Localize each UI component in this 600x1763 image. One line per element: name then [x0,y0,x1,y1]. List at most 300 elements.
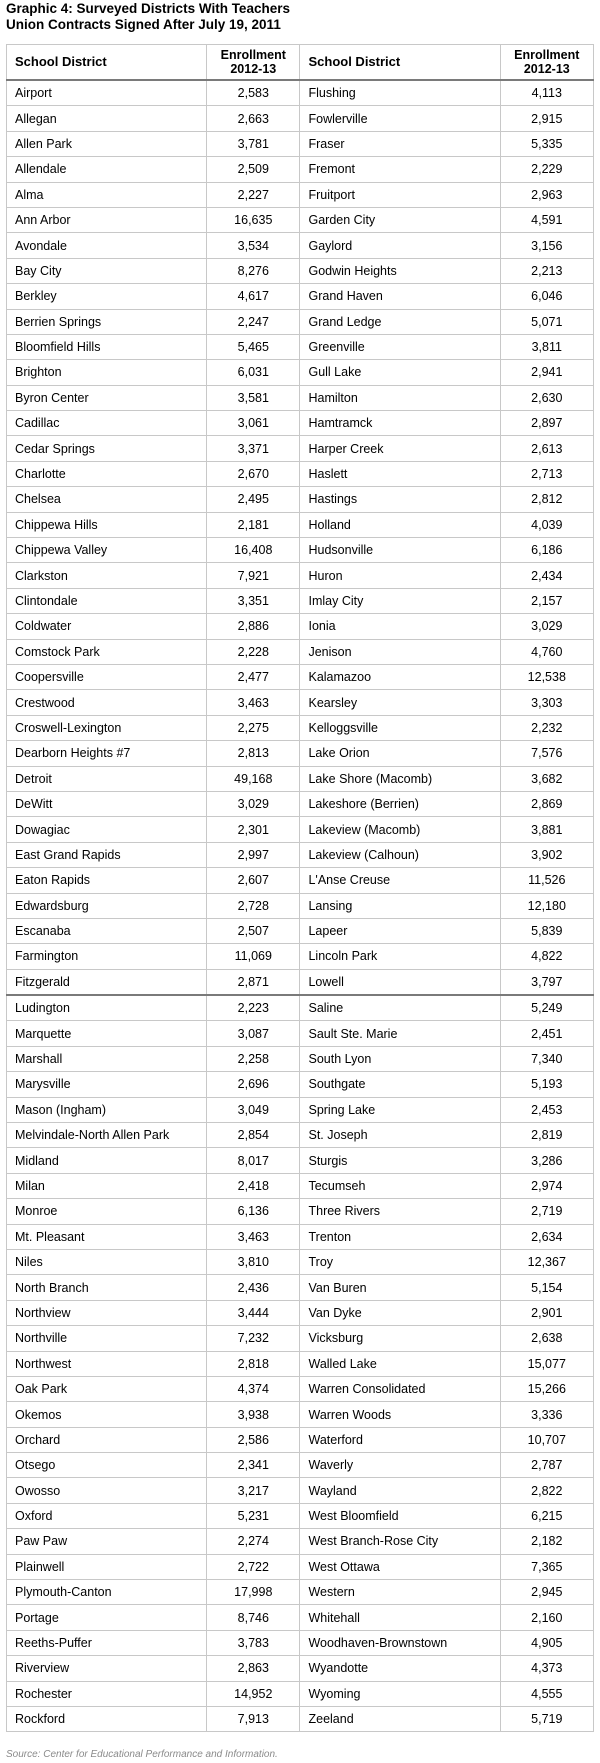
enrollment-left: 2,818 [207,1351,300,1376]
enrollment-right: 7,576 [500,741,593,766]
district-name-left: Okemos [7,1402,207,1427]
source-note: Source: Center for Educational Performance and Information. [6,1749,278,1760]
enrollment-left: 8,746 [207,1605,300,1630]
enrollment-left: 2,854 [207,1123,300,1148]
enrollment-left: 2,274 [207,1529,300,1554]
district-name-right: Grand Haven [300,284,500,309]
enrollment-left: 2,436 [207,1275,300,1300]
table-row [7,207,594,232]
table-row [7,1199,594,1224]
district-name-right: Fowlerville [300,106,500,131]
enrollment-right: 2,232 [500,715,593,740]
enrollment-right: 2,719 [500,1199,593,1224]
header-enrollment-year: 2012-13 [523,62,570,76]
district-name-right: Warren Consolidated [300,1376,500,1401]
enrollment-right: 12,538 [500,664,593,689]
enrollment-right: 3,797 [500,969,593,995]
table-row [7,1707,594,1732]
district-name-left: Croswell-Lexington [7,715,207,740]
enrollment-right: 5,839 [500,918,593,943]
enrollment-left: 2,228 [207,639,300,664]
enrollment-left: 17,998 [207,1580,300,1605]
district-name-left: Chelsea [7,487,207,512]
enrollment-left: 3,351 [207,588,300,613]
district-name-right: Hastings [300,487,500,512]
district-name-left: Otsego [7,1453,207,1478]
enrollment-right: 2,819 [500,1123,593,1148]
enrollment-left: 3,029 [207,791,300,816]
header-enrollment-right [500,45,593,81]
district-name-right: Walled Lake [300,1351,500,1376]
table-row [7,614,594,639]
district-name-right: Greenville [300,334,500,359]
enrollment-right: 3,682 [500,766,593,791]
table-row [7,80,594,106]
district-name-left: Plymouth-Canton [7,1580,207,1605]
district-name-left: Charlotte [7,461,207,486]
enrollment-right: 3,336 [500,1402,593,1427]
enrollment-left: 2,997 [207,842,300,867]
district-name-left: Alma [7,182,207,207]
table-row [7,411,594,436]
enrollment-right: 6,215 [500,1503,593,1528]
enrollment-left: 3,049 [207,1097,300,1122]
header-school-district-left: School District [7,45,207,81]
table-row [7,766,594,791]
district-name-left: Ludington [7,995,207,1021]
enrollment-left: 3,217 [207,1478,300,1503]
enrollment-left: 2,258 [207,1046,300,1071]
enrollment-left: 2,863 [207,1656,300,1681]
table-row [7,715,594,740]
enrollment-right: 3,029 [500,614,593,639]
enrollment-left: 2,227 [207,182,300,207]
table-row [7,1427,594,1452]
district-name-left: Niles [7,1249,207,1274]
district-name-left: Northview [7,1300,207,1325]
district-name-right: Van Dyke [300,1300,500,1325]
enrollment-right: 2,787 [500,1453,593,1478]
enrollment-left: 3,783 [207,1630,300,1655]
enrollment-left: 2,728 [207,893,300,918]
district-name-left: Avondale [7,233,207,258]
district-name-left: Berkley [7,284,207,309]
table-row [7,639,594,664]
enrollment-right: 2,869 [500,791,593,816]
header-enrollment-label: Enrollment [514,48,580,62]
enrollment-left: 3,444 [207,1300,300,1325]
district-name-right: Fremont [300,157,500,182]
table-row [7,868,594,893]
enrollment-left: 49,168 [207,766,300,791]
district-name-right: Garden City [300,207,500,232]
enrollment-right: 10,707 [500,1427,593,1452]
district-name-left: Melvindale-North Allen Park [7,1123,207,1148]
district-name-right: Gaylord [300,233,500,258]
graphic-title [6,1,290,33]
table-row [7,893,594,918]
district-name-right: Wayland [300,1478,500,1503]
district-name-left: Allendale [7,157,207,182]
district-name-left: Farmington [7,944,207,969]
enrollment-right: 6,046 [500,284,593,309]
enrollment-left: 14,952 [207,1681,300,1706]
district-name-right: Lapeer [300,918,500,943]
table-row [7,284,594,309]
table-row [7,309,594,334]
enrollment-left: 7,921 [207,563,300,588]
table-header-row [7,45,594,81]
title-line-1: Graphic 4: Surveyed Districts With Teachers [6,1,290,16]
enrollment-left: 6,136 [207,1199,300,1224]
district-name-right: Hamtramck [300,411,500,436]
table-row [7,1478,594,1503]
enrollment-left: 4,374 [207,1376,300,1401]
district-name-left: Northwest [7,1351,207,1376]
enrollment-left: 16,408 [207,538,300,563]
district-name-left: Oxford [7,1503,207,1528]
enrollment-right: 5,071 [500,309,593,334]
district-name-left: Coldwater [7,614,207,639]
table-row [7,1097,594,1122]
district-name-left: Marshall [7,1046,207,1071]
district-name-right: Trenton [300,1224,500,1249]
enrollment-left: 2,607 [207,868,300,893]
district-name-left: East Grand Rapids [7,842,207,867]
enrollment-left: 2,507 [207,918,300,943]
table-row [7,1376,594,1401]
district-name-right: Harper Creek [300,436,500,461]
enrollment-right: 7,340 [500,1046,593,1071]
table-row [7,1326,594,1351]
table-row [7,106,594,131]
district-name-right: Lakeshore (Berrien) [300,791,500,816]
district-name-right: Three Rivers [300,1199,500,1224]
table-row [7,512,594,537]
district-name-left: Coopersville [7,664,207,689]
enrollment-left: 2,477 [207,664,300,689]
district-name-left: Marysville [7,1072,207,1097]
district-name-left: North Branch [7,1275,207,1300]
district-name-right: Jenison [300,639,500,664]
district-name-left: Allen Park [7,131,207,156]
table-row [7,1275,594,1300]
table-row [7,487,594,512]
table-row [7,1529,594,1554]
enrollment-left: 5,465 [207,334,300,359]
table-row [7,461,594,486]
district-name-left: Bloomfield Hills [7,334,207,359]
table-row [7,791,594,816]
table-row [7,1580,594,1605]
enrollment-left: 2,223 [207,995,300,1021]
table-row [7,360,594,385]
enrollment-left: 2,247 [207,309,300,334]
district-name-right: Spring Lake [300,1097,500,1122]
enrollment-left: 2,663 [207,106,300,131]
table-row [7,563,594,588]
district-name-right: St. Joseph [300,1123,500,1148]
enrollment-right: 2,638 [500,1326,593,1351]
district-name-right: Godwin Heights [300,258,500,283]
enrollment-right: 2,182 [500,1529,593,1554]
enrollment-left: 7,913 [207,1707,300,1732]
enrollment-right: 4,039 [500,512,593,537]
table-row [7,995,594,1021]
district-name-left: Rochester [7,1681,207,1706]
district-name-right: Lincoln Park [300,944,500,969]
enrollment-right: 2,229 [500,157,593,182]
enrollment-right: 4,905 [500,1630,593,1655]
district-name-left: Bay City [7,258,207,283]
district-name-right: Huron [300,563,500,588]
enrollment-left: 2,275 [207,715,300,740]
district-name-right: West Ottawa [300,1554,500,1579]
district-name-right: Southgate [300,1072,500,1097]
district-name-right: Kearsley [300,690,500,715]
enrollment-left: 7,232 [207,1326,300,1351]
district-name-right: Lansing [300,893,500,918]
enrollment-left: 2,495 [207,487,300,512]
enrollment-left: 2,583 [207,80,300,106]
district-name-right: Grand Ledge [300,309,500,334]
enrollment-right: 12,367 [500,1249,593,1274]
table-row [7,182,594,207]
district-name-left: Fitzgerald [7,969,207,995]
enrollment-left: 2,586 [207,1427,300,1452]
district-name-right: Western [300,1580,500,1605]
enrollment-left: 2,871 [207,969,300,995]
enrollment-right: 2,634 [500,1224,593,1249]
district-name-right: Holland [300,512,500,537]
district-name-right: Gull Lake [300,360,500,385]
enrollment-left: 3,781 [207,131,300,156]
enrollment-right: 3,902 [500,842,593,867]
table-row [7,1605,594,1630]
table-row [7,436,594,461]
table-row [7,1173,594,1198]
enrollment-right: 15,266 [500,1376,593,1401]
enrollment-right: 2,453 [500,1097,593,1122]
district-name-right: Ionia [300,614,500,639]
enrollment-right: 2,897 [500,411,593,436]
header-enrollment-left [207,45,300,81]
table-row [7,1021,594,1046]
enrollment-right: 12,180 [500,893,593,918]
enrollment-right: 6,186 [500,538,593,563]
table-row [7,385,594,410]
enrollment-right: 4,591 [500,207,593,232]
district-name-left: Dearborn Heights #7 [7,741,207,766]
table-row [7,588,594,613]
table-row [7,918,594,943]
table-row [7,1503,594,1528]
table-row [7,538,594,563]
district-name-left: DeWitt [7,791,207,816]
enrollment-right: 7,365 [500,1554,593,1579]
header-enrollment-year: 2012-13 [230,62,277,76]
enrollment-right: 2,822 [500,1478,593,1503]
table-row [7,690,594,715]
district-name-left: Plainwell [7,1554,207,1579]
district-name-left: Clarkston [7,563,207,588]
district-name-right: Lake Orion [300,741,500,766]
district-name-left: Dowagiac [7,817,207,842]
district-name-right: Kalamazoo [300,664,500,689]
enrollment-right: 2,630 [500,385,593,410]
header-enrollment-label: Enrollment [220,48,286,62]
district-name-left: Reeths-Puffer [7,1630,207,1655]
table-row [7,1630,594,1655]
enrollment-left: 2,886 [207,614,300,639]
district-name-right: Waverly [300,1453,500,1478]
district-name-left: Brighton [7,360,207,385]
enrollment-right: 4,822 [500,944,593,969]
enrollment-right: 2,713 [500,461,593,486]
enrollment-right: 2,945 [500,1580,593,1605]
enrollment-right: 5,335 [500,131,593,156]
district-name-right: Hamilton [300,385,500,410]
district-name-left: Detroit [7,766,207,791]
table-row [7,157,594,182]
district-name-left: Ann Arbor [7,207,207,232]
district-name-right: Warren Woods [300,1402,500,1427]
district-name-right: Whitehall [300,1605,500,1630]
enrollment-left: 3,463 [207,690,300,715]
district-name-right: Fraser [300,131,500,156]
district-name-left: Crestwood [7,690,207,715]
table-row [7,969,594,995]
header-school-district-right: School District [300,45,500,81]
enrollment-left: 16,635 [207,207,300,232]
enrollment-right: 2,157 [500,588,593,613]
table-row [7,842,594,867]
table-row [7,1224,594,1249]
enrollment-left: 2,418 [207,1173,300,1198]
table-row [7,131,594,156]
district-name-right: West Branch-Rose City [300,1529,500,1554]
enrollment-right: 2,941 [500,360,593,385]
enrollment-right: 2,160 [500,1605,593,1630]
enrollment-right: 15,077 [500,1351,593,1376]
enrollment-right: 2,812 [500,487,593,512]
enrollment-right: 3,811 [500,334,593,359]
table-body [7,80,594,1732]
enrollment-left: 2,813 [207,741,300,766]
district-name-left: Paw Paw [7,1529,207,1554]
district-name-left: Escanaba [7,918,207,943]
enrollment-left: 5,231 [207,1503,300,1528]
district-name-left: Portage [7,1605,207,1630]
title-line-2: Union Contracts Signed After July 19, 2011 [6,17,281,32]
enrollment-left: 8,276 [207,258,300,283]
district-name-right: Hudsonville [300,538,500,563]
table-row [7,1351,594,1376]
enrollment-right: 2,451 [500,1021,593,1046]
district-name-left: Comstock Park [7,639,207,664]
district-name-right: Flushing [300,80,500,106]
district-name-right: Lake Shore (Macomb) [300,766,500,791]
table-row [7,258,594,283]
district-name-left: Orchard [7,1427,207,1452]
district-name-left: Riverview [7,1656,207,1681]
enrollment-right: 4,555 [500,1681,593,1706]
district-name-right: Woodhaven-Brownstown [300,1630,500,1655]
table-row [7,1123,594,1148]
district-name-right: Waterford [300,1427,500,1452]
table-row [7,1300,594,1325]
enrollment-right: 2,915 [500,106,593,131]
table-row [7,334,594,359]
district-name-right: Van Buren [300,1275,500,1300]
enrollment-left: 2,509 [207,157,300,182]
enrollment-left: 3,087 [207,1021,300,1046]
district-name-right: Sault Ste. Marie [300,1021,500,1046]
district-name-right: Tecumseh [300,1173,500,1198]
enrollment-left: 3,534 [207,233,300,258]
district-name-right: Kelloggsville [300,715,500,740]
enrollment-left: 3,810 [207,1249,300,1274]
enrollment-right: 4,113 [500,80,593,106]
district-name-right: L'Anse Creuse [300,868,500,893]
table-row [7,1072,594,1097]
district-name-left: Cedar Springs [7,436,207,461]
district-name-left: Marquette [7,1021,207,1046]
districts-table [6,44,594,1732]
district-name-left: Allegan [7,106,207,131]
enrollment-right: 5,193 [500,1072,593,1097]
table-row [7,233,594,258]
district-name-left: Rockford [7,1707,207,1732]
table-row [7,1554,594,1579]
district-name-right: West Bloomfield [300,1503,500,1528]
enrollment-left: 2,181 [207,512,300,537]
enrollment-right: 5,154 [500,1275,593,1300]
table-row [7,664,594,689]
district-name-right: Wyandotte [300,1656,500,1681]
district-name-left: Berrien Springs [7,309,207,334]
enrollment-right: 2,901 [500,1300,593,1325]
district-name-left: Owosso [7,1478,207,1503]
district-name-left: Milan [7,1173,207,1198]
enrollment-right: 5,249 [500,995,593,1021]
table-row [7,1656,594,1681]
district-name-left: Edwardsburg [7,893,207,918]
district-name-right: Lowell [300,969,500,995]
enrollment-right: 3,156 [500,233,593,258]
district-name-right: Haslett [300,461,500,486]
table-row [7,1148,594,1173]
table-row [7,817,594,842]
enrollment-left: 4,617 [207,284,300,309]
enrollment-right: 3,286 [500,1148,593,1173]
enrollment-left: 11,069 [207,944,300,969]
enrollment-left: 6,031 [207,360,300,385]
table-row [7,741,594,766]
enrollment-right: 11,526 [500,868,593,893]
district-name-left: Cadillac [7,411,207,436]
district-name-right: Vicksburg [300,1326,500,1351]
enrollment-left: 2,722 [207,1554,300,1579]
table-row [7,1681,594,1706]
enrollment-right: 4,760 [500,639,593,664]
district-name-left: Chippewa Hills [7,512,207,537]
enrollment-left: 2,696 [207,1072,300,1097]
district-name-right: Troy [300,1249,500,1274]
enrollment-left: 2,301 [207,817,300,842]
table-row [7,1453,594,1478]
district-name-left: Mt. Pleasant [7,1224,207,1249]
